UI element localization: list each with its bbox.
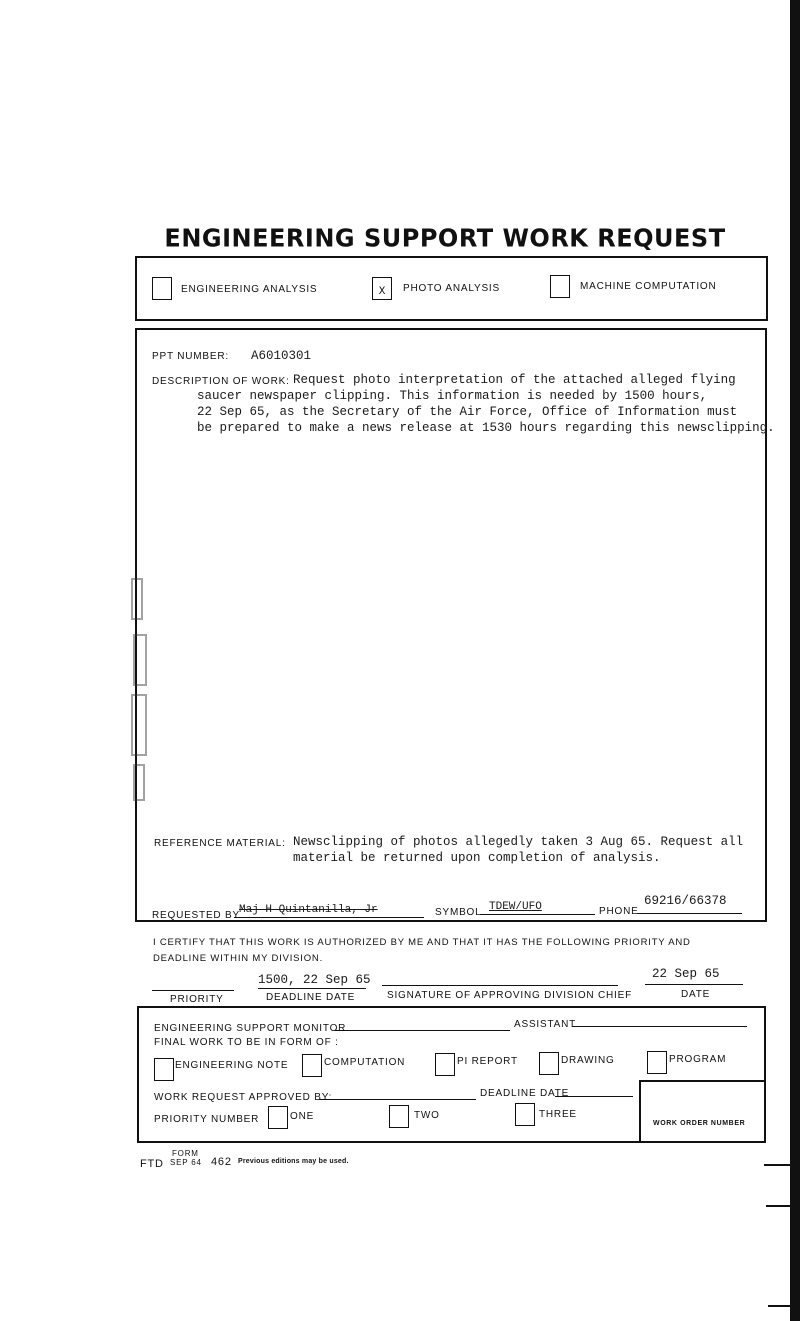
description-line: Request photo interpretation of the attached alleged flying xyxy=(293,373,736,387)
drawing-checkbox[interactable] xyxy=(539,1052,559,1075)
monitor-label: ENGINEERING SUPPORT MONITOR xyxy=(154,1023,347,1034)
program-label: PROGRAM xyxy=(669,1054,727,1065)
phone-value: 69216/66378 xyxy=(644,894,727,908)
certify-line: DEADLINE WITHIN MY DIVISION. xyxy=(153,953,324,964)
form-number: 462 xyxy=(211,1156,232,1168)
priority-three-checkbox[interactable] xyxy=(515,1103,535,1126)
phone-label: PHONE xyxy=(599,906,639,917)
work-description-box xyxy=(135,328,775,922)
symbol-value: TDEW/UFO xyxy=(489,901,542,913)
engineering-note-label: ENGINEERING NOTE xyxy=(175,1060,289,1071)
form-date: SEP 64 xyxy=(170,1158,202,1167)
reference-line: material be returned upon completion of analysis. xyxy=(293,851,661,865)
signature-label: SIGNATURE OF APPROVING DIVISION CHIEF xyxy=(387,990,632,1001)
monitor-deadline-label: DEADLINE DATE xyxy=(480,1088,570,1099)
requested-by-value: Maj H Quintanilla, Jr xyxy=(239,904,378,916)
computation-checkbox[interactable] xyxy=(302,1054,322,1077)
support-monitor-box xyxy=(137,1006,766,1143)
deadline-date-value: 1500, 22 Sep 65 xyxy=(258,973,371,987)
priority-label: PRIORITY xyxy=(170,994,224,1005)
ppt-number-label: PPT NUMBER: xyxy=(152,351,229,362)
engineering-note-checkbox[interactable] xyxy=(154,1058,174,1081)
machine-computation-label: MACHINE COMPUTATION xyxy=(580,281,717,292)
pi-report-checkbox[interactable] xyxy=(435,1053,455,1076)
description-line: be prepared to make a news release at 1530 hours regarding this newsclipping. xyxy=(197,421,775,435)
computation-label: COMPUTATION xyxy=(324,1057,406,1068)
scan-edge xyxy=(790,0,800,1321)
final-work-label: FINAL WORK TO BE IN FORM OF : xyxy=(154,1037,339,1048)
reference-material-label: REFERENCE MATERIAL: xyxy=(154,838,286,849)
side-stamp-mark xyxy=(128,575,154,810)
reference-line: Newsclipping of photos allegedly taken 3 Aug 65. Request all xyxy=(293,835,744,849)
priority-two-label: TWO xyxy=(414,1110,440,1121)
ppt-number-value: A6010301 xyxy=(251,349,312,363)
requested-by-label: REQUESTED BY xyxy=(152,910,240,921)
form-word: FORM xyxy=(172,1149,199,1158)
assistant-label: ASSISTANT xyxy=(514,1019,577,1030)
machine-computation-checkbox[interactable] xyxy=(550,275,570,298)
previous-editions-note: Previous editions may be used. xyxy=(238,1158,349,1165)
description-line: 22 Sep 65, as the Secretary of the Air Force, Office of Information must xyxy=(197,405,738,419)
deadline-date-label: DEADLINE DATE xyxy=(266,992,356,1003)
program-checkbox[interactable] xyxy=(647,1051,667,1074)
scan-mark xyxy=(766,1205,790,1207)
priority-one-label: ONE xyxy=(290,1111,315,1122)
scan-mark xyxy=(764,1164,790,1166)
ftd-label: FTD xyxy=(140,1158,164,1170)
work-order-number-box xyxy=(639,1080,766,1143)
description-label: DESCRIPTION OF WORK: xyxy=(152,376,290,387)
scan-mark xyxy=(768,1305,790,1307)
priority-number-label: PRIORITY NUMBER xyxy=(154,1114,260,1125)
drawing-label: DRAWING xyxy=(561,1055,615,1066)
approved-by-label: WORK REQUEST APPROVED BY: xyxy=(154,1092,333,1103)
date-label: DATE xyxy=(681,989,711,1000)
photo-analysis-checkbox[interactable]: X xyxy=(372,277,392,300)
priority-one-checkbox[interactable] xyxy=(268,1106,288,1129)
engineering-analysis-label: ENGINEERING ANALYSIS xyxy=(181,284,318,295)
work-order-number-label: WORK ORDER NUMBER xyxy=(653,1120,746,1127)
symbol-label: SYMBOL xyxy=(435,907,482,918)
request-type-box xyxy=(135,256,768,321)
photo-analysis-label: PHOTO ANALYSIS xyxy=(403,283,500,294)
engineering-analysis-checkbox[interactable] xyxy=(152,277,172,300)
certify-line: I CERTIFY THAT THIS WORK IS AUTHORIZED BY ME AND THAT IT HAS THE FOLLOWING PRIORITY AND xyxy=(153,937,691,948)
priority-two-checkbox[interactable] xyxy=(389,1105,409,1128)
form-title: ENGINEERING SUPPORT WORK REQUEST xyxy=(164,223,726,253)
priority-three-label: THREE xyxy=(539,1109,577,1120)
description-line: saucer newspaper clipping. This information is needed by 1500 hours, xyxy=(197,389,708,403)
pi-report-label: PI REPORT xyxy=(457,1056,518,1067)
approval-date-value: 22 Sep 65 xyxy=(652,967,720,981)
